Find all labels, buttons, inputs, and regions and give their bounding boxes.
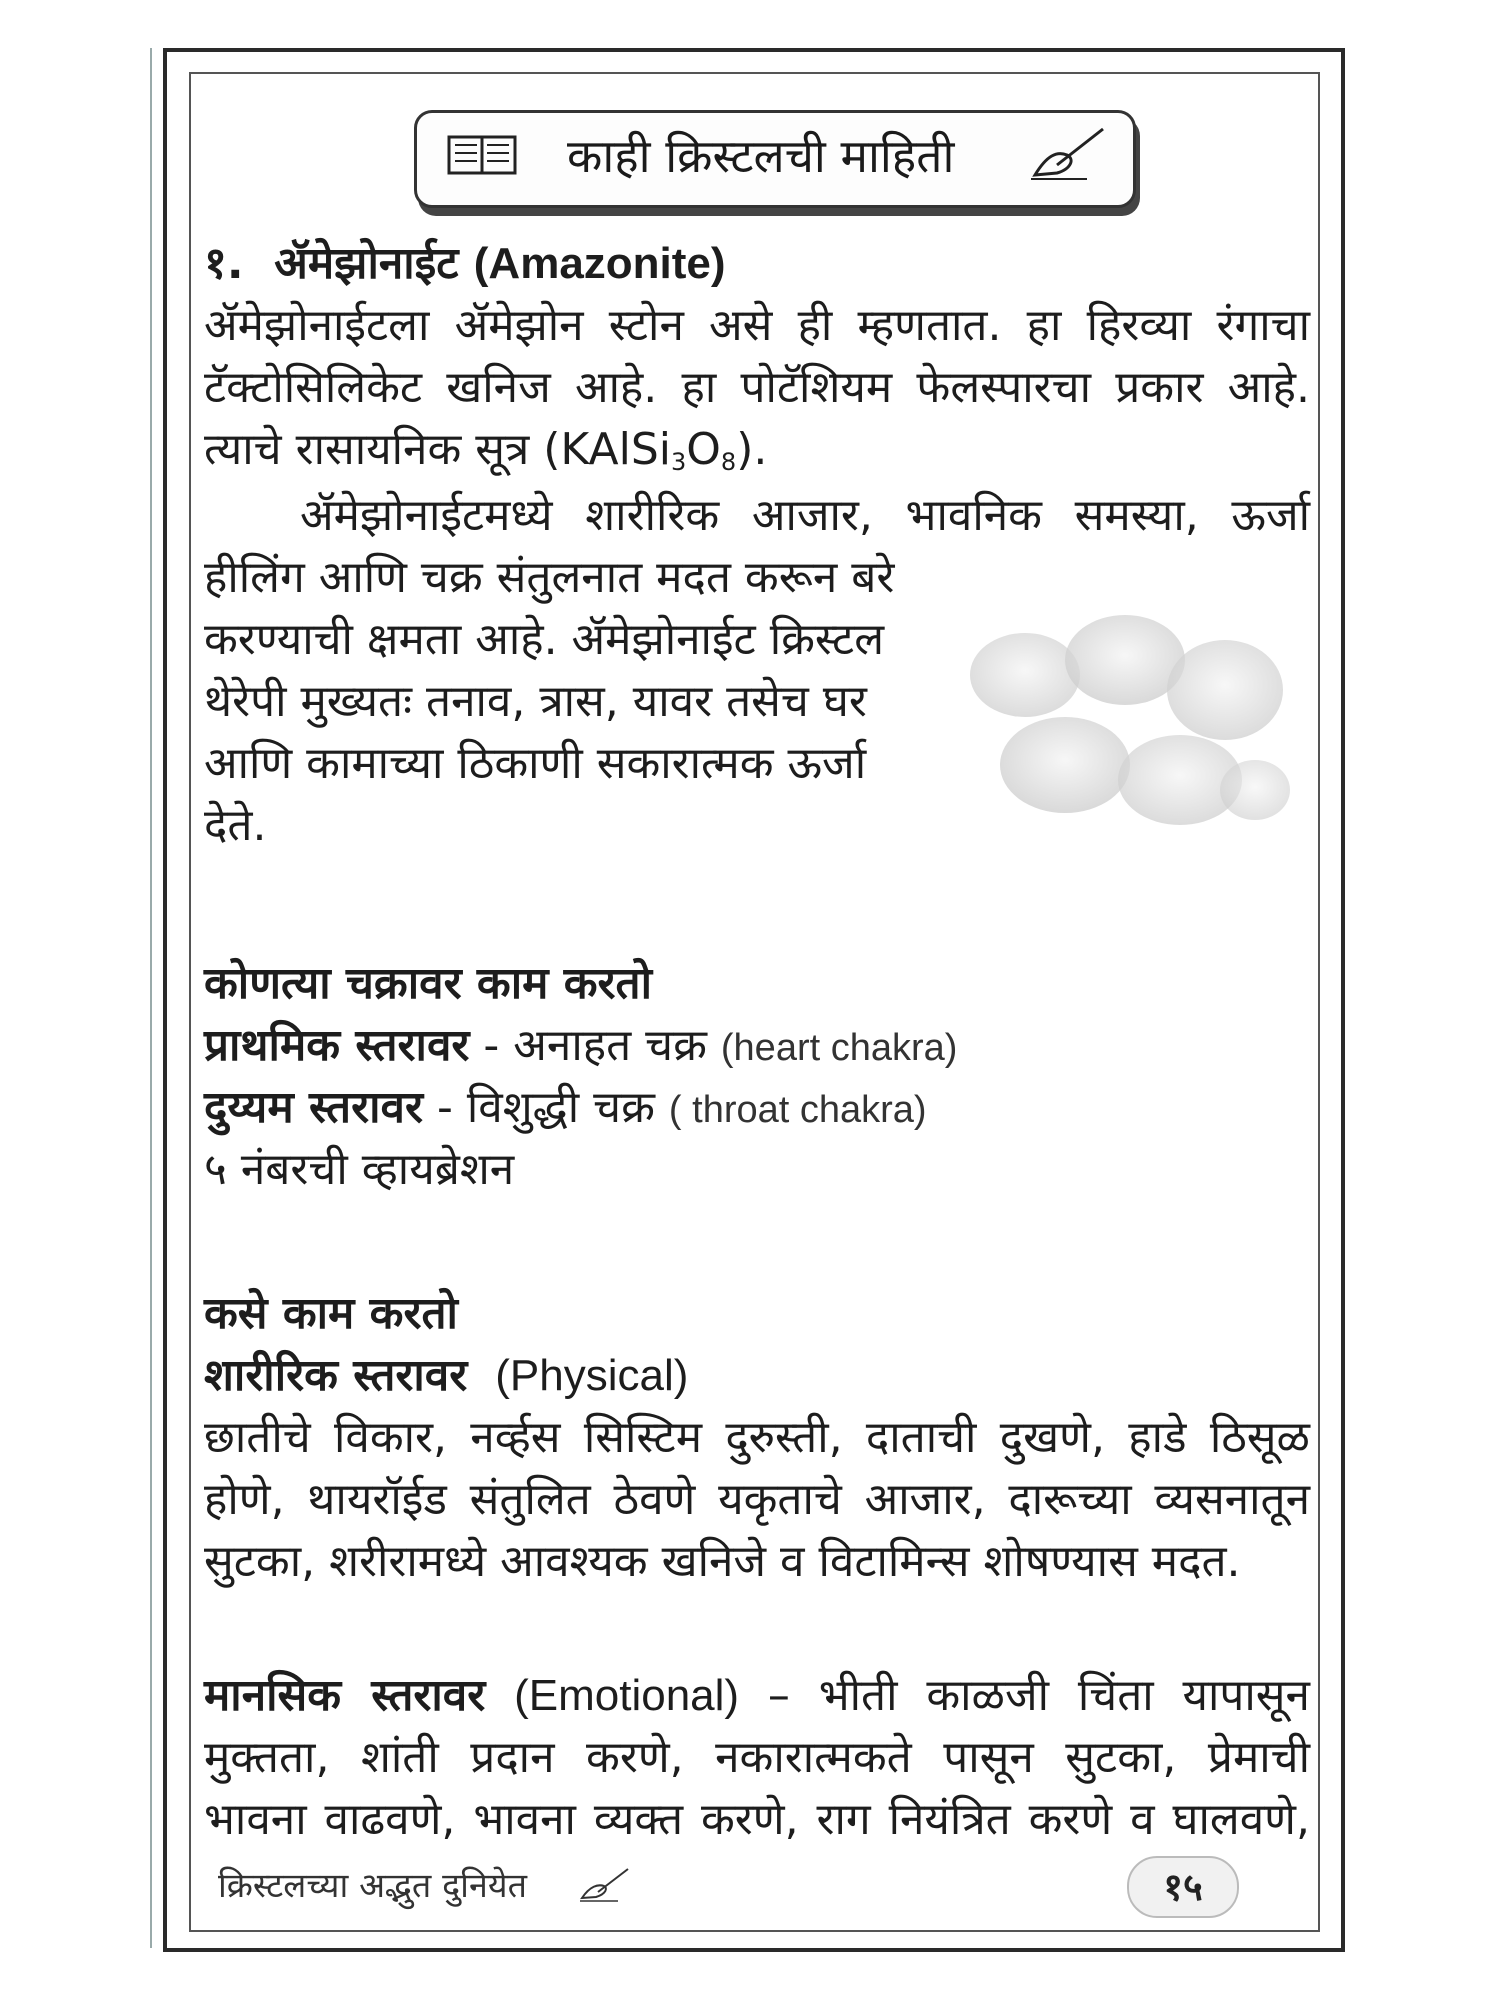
secondary-chakra-value: - विशुद्धी चक्र (437, 1082, 655, 1133)
physical-english: (Physical) (495, 1351, 689, 1400)
emotional-line-2: मुक्तता, शांती प्रदान करणे, नकारात्मकते पासून सुटका, प्रेमाची (204, 1732, 1310, 1783)
primary-chakra-value: - अनाहत चक्र (483, 1020, 707, 1071)
formula-sub-3: 3 (671, 448, 687, 476)
emotional-line-3: भावना वाढवणे, भावना व्यक्त करणे, राग नियंत्रित करणे व घालवणे, (204, 1794, 1310, 1845)
section-heading (204, 235, 726, 293)
page-number: १५ (1127, 1856, 1239, 1918)
vibration-line: ५ नंबरची व्हायब्रेशन (204, 1144, 515, 1195)
primary-chakra-line (204, 1017, 957, 1077)
intro-line-1: ॲमेझोनाईटला ॲमेझोन स्टोन असे ही म्हणतात. हा हिरव्या रंगाचा (204, 300, 1310, 351)
secondary-chakra-english: ( throat chakra) (668, 1089, 927, 1131)
footer-pen-icon (578, 1866, 630, 1904)
chakra-heading: कोणत्या चक्रावर काम करतो (204, 958, 652, 1009)
secondary-chakra-line (204, 1079, 927, 1139)
secondary-chakra-label: दुय्यम स्तरावर (204, 1082, 423, 1133)
footer-book-title: क्रिस्टलच्या अद्भुत दुनियेत (218, 1866, 527, 1906)
primary-chakra-label: प्राथमिक स्तरावर (204, 1020, 470, 1071)
section-title-english: (Amazonite) (473, 239, 726, 288)
emotional-label: मानसिक स्तरावर (204, 1670, 486, 1721)
emotional-line-1 (204, 1667, 1310, 1725)
intro-line-3 (204, 421, 767, 491)
page-edge-line (150, 48, 152, 1948)
formula-prefix: त्याचे रासायनिक सूत्र (KAlSi (204, 424, 671, 475)
section-number: १. (204, 238, 244, 289)
healing-line-5: आणि कामाच्या ठिकाणी सकारात्मक ऊर्जा (204, 738, 867, 789)
intro-line-2: टॅक्टोसिलिकेट खनिज आहे. हा पोटॅशियम फेलस्पारचा प्रकार आहे. (204, 362, 1310, 413)
formula-oxygen: O (686, 424, 721, 475)
book-icon (447, 131, 517, 177)
healing-line-1: ॲमेझोनाईटमध्ये शारीरिक आजार, भावनिक समस्या, ऊर्जा (300, 490, 1310, 541)
pen-hand-icon (1027, 125, 1107, 183)
emotional-line-1-text: – भीती काळजी चिंता यापासून (767, 1670, 1310, 1721)
formula-sub-8: 8 (720, 448, 737, 476)
healing-line-4: थेरेपी मुख्यतः तनाव, त्रास, यावर तसेच घर (204, 676, 867, 727)
physical-label: शारीरिक स्तरावर (204, 1350, 468, 1401)
emotional-english: (Emotional) (514, 1671, 740, 1720)
chapter-title-box (414, 110, 1136, 208)
chapter-title: काही क्रिस्टलची माहिती (567, 129, 955, 183)
physical-line-1: छातीचे विकार, नर्व्हस सिस्टिम दुरुस्ती, दाताची दुखणे, हाडे ठिसूळ (204, 1412, 1310, 1463)
how-heading: कसे काम करतो (204, 1288, 458, 1339)
physical-heading (204, 1347, 688, 1405)
healing-line-6: देते. (204, 800, 267, 851)
healing-line-2: हीलिंग आणि चक्र संतुलनात मदत करून बरे (204, 552, 895, 603)
physical-line-2: होणे, थायरॉईड संतुलित ठेवणे यकृताचे आजार, दारूच्या व्यसनातून (204, 1474, 1310, 1525)
healing-line-3: करण्याची क्षमता आहे. ॲमेझोनाईट क्रिस्टल (204, 614, 885, 665)
formula-suffix: ). (736, 424, 768, 475)
section-title-marathi: ॲमेझोनाईट (274, 238, 459, 289)
amazonite-crystal-image (955, 605, 1295, 835)
physical-line-3: सुटका, शरीरामध्ये आवश्यक खनिजे व विटामिन्स शोषण्यास मदत. (204, 1536, 1241, 1587)
primary-chakra-english: (heart chakra) (720, 1027, 958, 1069)
